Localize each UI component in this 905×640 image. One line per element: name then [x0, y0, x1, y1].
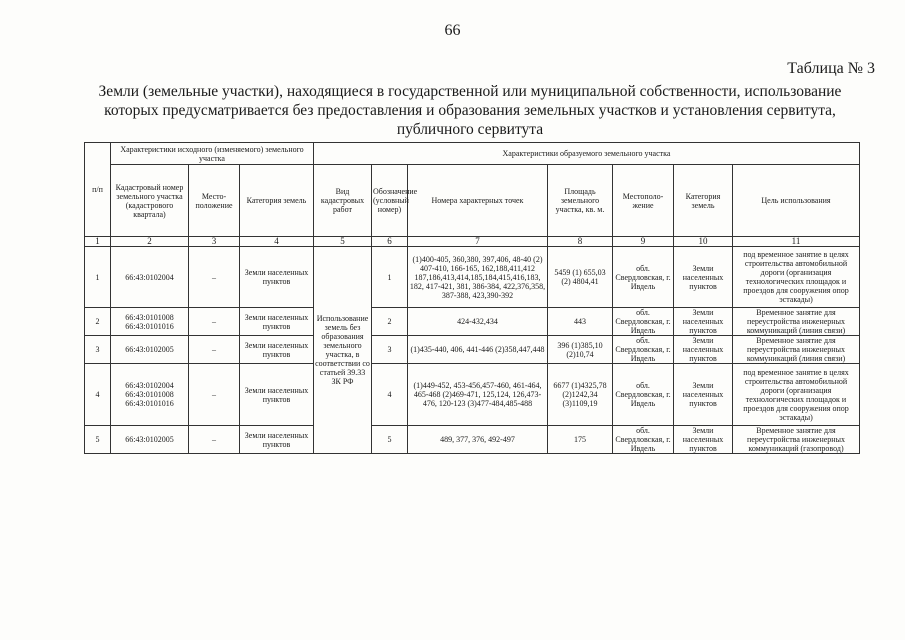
points-cell: (1)435-440, 406, 441-446 (2)358,447,448 — [408, 336, 548, 364]
header-designation: Обозначение (условный номер) — [372, 165, 408, 237]
column-number: 8 — [548, 237, 613, 247]
category-cell: Земли населенных пунктов — [240, 336, 314, 364]
category2-cell: Земли населенных пунктов — [674, 426, 733, 454]
location-cell: – — [189, 336, 240, 364]
points-cell: 424-432,434 — [408, 308, 548, 336]
cadastral-number: 66:43:0102004 66:43:0101008 66:43:0101016 — [111, 364, 189, 426]
designation-cell: 1 — [372, 247, 408, 308]
points-cell: (1)449-452, 453-456,457-460, 461-464, 465-468 (2)469-471, 125,124, 126,473-476, 120-123 (3)477-484,485-488 — [408, 364, 548, 426]
category-cell: Земли населенных пунктов — [240, 426, 314, 454]
column-number: 5 — [314, 237, 372, 247]
location2-cell: обл. Свердловская, г. Ивдель — [613, 308, 674, 336]
category2-cell: Земли населенных пунктов — [674, 247, 733, 308]
header-group-target: Характеристики образуемого земельного участка — [314, 143, 860, 165]
category2-cell: Земли населенных пунктов — [674, 336, 733, 364]
row-number: 4 — [85, 364, 111, 426]
area-cell: 443 — [548, 308, 613, 336]
column-number: 7 — [408, 237, 548, 247]
header-area: Площадь земельного участка, кв. м. — [548, 165, 613, 237]
column-number: 6 — [372, 237, 408, 247]
category-cell: Земли населенных пунктов — [240, 308, 314, 336]
purpose-cell: под временное занятие в целях строительства автомобильной дороги (организация технологических площадок и проездов для сооружения опор эстакады) — [733, 247, 860, 308]
table-row — [85, 247, 860, 308]
designation-cell: 5 — [372, 426, 408, 454]
column-number: 1 — [85, 237, 111, 247]
cadastral-number: 66:43:0102005 — [111, 336, 189, 364]
header-cadastral: Кадастровый номер земельного участка (кадастрового квартала) — [111, 165, 189, 237]
column-number: 11 — [733, 237, 860, 247]
column-number: 10 — [674, 237, 733, 247]
document-title: Земли (земельные участки), находящиеся в государственной или муниципальной собственности, использование которых предусматривается без предоставления и образования земельных участков и установления сервитута, публичного сервитута — [98, 83, 842, 138]
purpose-cell: под временное занятие в целях строительства автомобильной дороги (организация технологических площадок и проездов для сооружения опор эстакады) — [733, 364, 860, 426]
column-number: 2 — [111, 237, 189, 247]
area-cell: 6677 (1)4325,78 (2)1242,34 (3)1109,19 — [548, 364, 613, 426]
location2-cell: обл. Свердловская, г. Ивдель — [613, 247, 674, 308]
table-row — [85, 426, 860, 454]
row-number: 1 — [85, 247, 111, 308]
location2-cell: обл. Свердловская, г. Ивдель — [613, 336, 674, 364]
location2-cell: обл. Свердловская, г. Ивдель — [613, 426, 674, 454]
points-cell: (1)400-405, 360,380, 397,406, 48-40 (2) 407-410, 166-165, 162,188,411,412 187,186,413,414,185,184,415,416,183, 182, 417-421, 381, 386-384, 422,376,358, 387-388, 423,390-392 — [408, 247, 548, 308]
area-cell: 175 — [548, 426, 613, 454]
designation-cell: 2 — [372, 308, 408, 336]
land-plots-table — [84, 142, 860, 454]
column-number: 9 — [613, 237, 674, 247]
work-type-cell: Использование земель без образования земельного участка, в соответствии со статьей 39.33 ЗК РФ — [314, 247, 372, 454]
column-number: 4 — [240, 237, 314, 247]
area-cell: 5459 (1) 655,03 (2) 4804,41 — [548, 247, 613, 308]
table-label: Таблица № 3 — [787, 60, 875, 77]
header-category: Категория земель — [240, 165, 314, 237]
header-purpose: Цель использования — [733, 165, 860, 237]
column-number: 3 — [189, 237, 240, 247]
column-number-row — [85, 237, 860, 247]
header-group-source: Характеристики исходного (изменяемого) земельного участка — [111, 143, 314, 165]
cadastral-number: 66:43:0101008 66:43:0101016 — [111, 308, 189, 336]
purpose-cell: Временное занятие для переустройства инженерных коммуникаций (газопровод) — [733, 426, 860, 454]
cadastral-number: 66:43:0102005 — [111, 426, 189, 454]
header-work-type: Вид кадастровых работ — [314, 165, 372, 237]
page-number: 66 — [444, 22, 461, 39]
header-category2: Категория земель — [674, 165, 733, 237]
purpose-cell: Временное занятие для переустройства инженерных коммуникаций (линия связи) — [733, 308, 860, 336]
area-cell: 396 (1)385,10 (2)10,74 — [548, 336, 613, 364]
points-cell: 489, 377, 376, 492-497 — [408, 426, 548, 454]
header-location: Место-положение — [189, 165, 240, 237]
designation-cell: 3 — [372, 336, 408, 364]
location-cell: – — [189, 364, 240, 426]
location-cell: – — [189, 426, 240, 454]
purpose-cell: Временное занятие для переустройства инженерных коммуникаций (линия связи) — [733, 336, 860, 364]
row-number: 5 — [85, 426, 111, 454]
category2-cell: Земли населенных пунктов — [674, 308, 733, 336]
location2-cell: обл. Свердловская, г. Ивдель — [613, 364, 674, 426]
table-row — [85, 364, 860, 426]
category-cell: Земли населенных пунктов — [240, 364, 314, 426]
row-number: 2 — [85, 308, 111, 336]
category-cell: Земли населенных пунктов — [240, 247, 314, 308]
location-cell: – — [189, 247, 240, 308]
header-location2: Местополо-жение — [613, 165, 674, 237]
row-number: 3 — [85, 336, 111, 364]
table-row — [85, 336, 860, 364]
header-points: Номера характерных точек — [408, 165, 548, 237]
location-cell: – — [189, 308, 240, 336]
category2-cell: Земли населенных пунктов — [674, 364, 733, 426]
header-pp: п/п — [85, 143, 111, 237]
cadastral-number: 66:43:0102004 — [111, 247, 189, 308]
designation-cell: 4 — [372, 364, 408, 426]
table-row — [85, 308, 860, 336]
